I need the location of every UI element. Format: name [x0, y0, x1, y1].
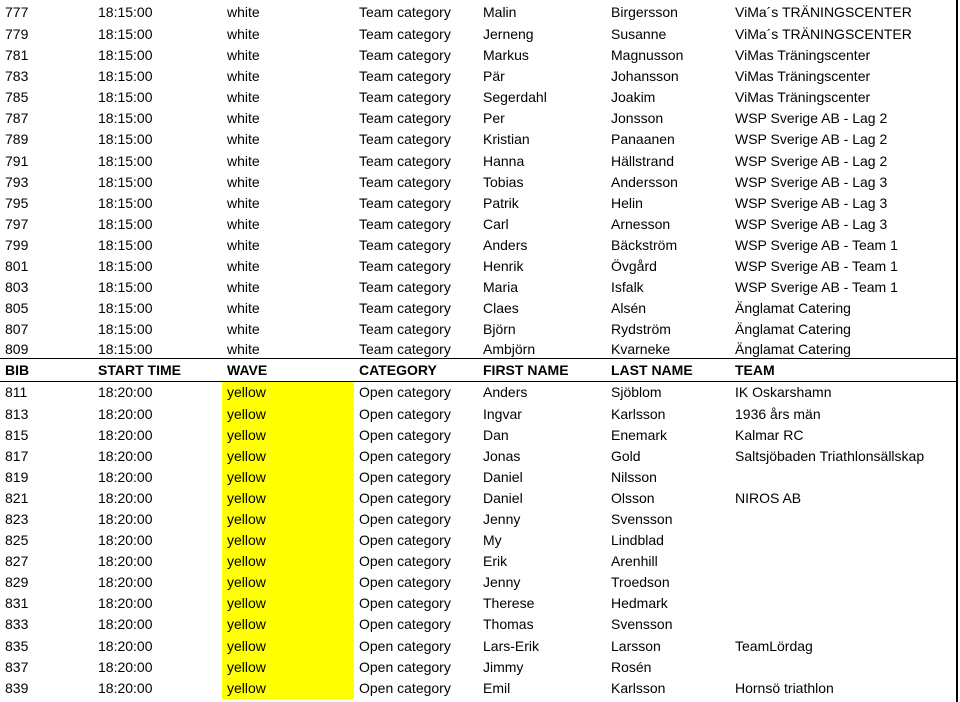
team-cell: [730, 467, 956, 488]
start-time-cell: 18:15:00: [98, 152, 153, 169]
last-name-cell: Hällstrand: [611, 152, 675, 169]
wave-cell: white: [227, 152, 260, 169]
start-time-cell: 18:20:00: [98, 637, 153, 654]
last-name-cell: Panaanen: [611, 131, 675, 148]
first-name-cell: Maria: [483, 279, 519, 296]
bib-cell: 783: [5, 68, 29, 85]
category-cell: Team category: [354, 340, 478, 359]
bib-cell: 829: [5, 574, 29, 591]
first-name-cell: My: [483, 532, 502, 549]
first-name-cell: Hanna: [483, 152, 525, 169]
team-cell: [730, 572, 956, 593]
category-cell: Open category: [359, 532, 451, 549]
table-row: [0, 172, 956, 193]
bib-cell: 797: [5, 215, 29, 232]
team-cell: WSP Sverige AB - Lag 2: [735, 110, 888, 127]
start-time-cell: 18:15:00: [98, 300, 153, 317]
table-row: [0, 256, 956, 277]
wave-cell: white: [227, 300, 260, 317]
team-cell: WSP Sverige AB - Lag 2: [735, 152, 888, 169]
bib-cell: 795: [5, 194, 29, 211]
wave-cell: white: [227, 131, 260, 148]
header-first-name: FIRST NAME: [478, 359, 606, 382]
header-start-time: START TIME: [93, 359, 222, 382]
bib-cell: 823: [5, 510, 29, 527]
table-row: [0, 678, 956, 699]
header-bib: BIB: [0, 359, 93, 382]
bib-cell: 787: [5, 110, 29, 127]
first-name-cell: Jenny: [483, 510, 521, 527]
category-cell: Open category: [359, 510, 451, 527]
start-time-cell: 18:20:00: [98, 447, 153, 464]
first-name-cell: Emil: [483, 679, 511, 696]
start-time-cell: 18:15:00: [98, 236, 153, 253]
team-cell: ViMas Träningscenter: [735, 47, 871, 64]
first-name-cell: Carl: [483, 215, 509, 232]
category-cell: Open category: [359, 489, 451, 506]
table-row: [0, 277, 956, 298]
first-name-cell: Anders: [483, 236, 528, 253]
last-name-cell: Enemark: [611, 426, 668, 443]
wave-cell: yellow: [222, 488, 354, 509]
category-cell: Open category: [359, 679, 451, 696]
last-name-cell: Svensson: [611, 616, 673, 633]
team-cell: 1936 års män: [735, 405, 821, 422]
last-name-cell: Arnesson: [611, 215, 671, 232]
table-row: [0, 509, 956, 530]
table-row: [0, 572, 956, 593]
table-row: [0, 214, 956, 235]
wave-cell: yellow: [222, 509, 354, 530]
team-cell: Saltsjöbaden Triathlonsällskap: [735, 447, 925, 464]
wave-cell: yellow: [222, 593, 354, 614]
team-cell: WSP Sverige AB - Lag 3: [735, 194, 888, 211]
table-row: [0, 404, 956, 425]
start-time-cell: 18:20:00: [98, 679, 153, 696]
bib-cell: 819: [5, 468, 29, 485]
team-cell: WSP Sverige AB - Team 1: [735, 279, 898, 296]
bib-cell: 789: [5, 131, 29, 148]
last-name-cell: Isfalk: [611, 279, 644, 296]
bib-cell: 833: [5, 616, 29, 633]
category-cell: Team category: [359, 152, 451, 169]
wave-cell: white: [227, 321, 260, 338]
wave-cell: white: [227, 215, 260, 232]
table-row: [0, 425, 956, 446]
category-cell: Team category: [359, 131, 451, 148]
wave-cell: yellow: [222, 657, 354, 678]
bib-cell: 825: [5, 532, 29, 549]
last-name-cell: Andersson: [611, 173, 678, 190]
wave-cell: yellow: [222, 678, 354, 699]
start-time-cell: 18:20:00: [98, 405, 153, 422]
start-time-cell: 18:20:00: [98, 510, 153, 527]
table-row: [0, 467, 956, 488]
start-time-cell: 18:20:00: [98, 553, 153, 570]
category-cell: Team category: [359, 258, 451, 275]
wave-cell: white: [227, 194, 260, 211]
first-name-cell: Jenny: [483, 574, 521, 591]
wave-cell: white: [227, 258, 260, 275]
team-cell: [730, 657, 956, 678]
team-cell: [730, 593, 956, 614]
first-name-cell: Daniel: [483, 468, 523, 485]
first-name-cell: Tobias: [483, 173, 524, 190]
yellow-wave-rows: [0, 382, 956, 699]
category-cell: Open category: [359, 616, 451, 633]
first-name-cell: Therese: [483, 595, 535, 612]
wave-cell: yellow: [222, 446, 354, 467]
start-time-cell: 18:20:00: [98, 468, 153, 485]
start-time-cell: 18:20:00: [98, 658, 153, 675]
table-row: [0, 319, 956, 340]
last-name-cell: Hedmark: [611, 595, 668, 612]
bib-cell: 817: [5, 447, 29, 464]
start-time-cell: 18:15:00: [98, 4, 153, 20]
category-cell: Open category: [359, 595, 451, 612]
last-name-cell: Larsson: [611, 637, 661, 654]
team-cell: ViMa´s TRÄNINGSCENTER: [735, 4, 912, 20]
team-cell: WSP Sverige AB - Team 1: [735, 236, 898, 253]
team-cell: WSP Sverige AB - Team 1: [735, 258, 898, 275]
table-row: [0, 87, 956, 108]
team-cell: ViMas Träningscenter: [735, 68, 871, 85]
table-row: [0, 193, 956, 214]
start-time-cell: 18:20:00: [98, 595, 153, 612]
bib-cell: 805: [5, 300, 29, 317]
team-cell: WSP Sverige AB - Lag 2: [735, 131, 888, 148]
table-row: [0, 298, 956, 319]
first-name-cell: Björn: [483, 321, 516, 338]
category-cell: Team category: [359, 4, 451, 20]
start-time-cell: 18:15:00: [98, 89, 153, 106]
first-name-cell: Jimmy: [483, 658, 524, 675]
first-name-cell: Erik: [483, 553, 508, 570]
last-name-cell: Svensson: [611, 510, 673, 527]
start-time-cell: 18:15:00: [98, 279, 153, 296]
start-time-cell: 18:20:00: [98, 426, 153, 443]
last-name-cell: Kvarneke: [606, 340, 730, 359]
category-cell: Team category: [359, 68, 451, 85]
start-time-cell: 18:15:00: [98, 68, 153, 85]
table-row: [0, 108, 956, 129]
wave-cell: white: [227, 4, 260, 20]
wave-cell: yellow: [222, 425, 354, 446]
start-time-cell: 18:15:00: [98, 26, 153, 42]
last-name-cell: Nilsson: [611, 468, 657, 485]
first-name-cell: Kristian: [483, 131, 530, 148]
start-time-cell: 18:15:00: [98, 321, 153, 338]
team-cell: IK Oskarshamn: [735, 384, 832, 401]
bib-cell: 821: [5, 489, 29, 506]
table-row: [0, 340, 956, 359]
category-cell: Team category: [359, 26, 451, 42]
team-cell: WSP Sverige AB - Lag 3: [735, 173, 888, 190]
last-name-cell: Joakim: [611, 89, 656, 106]
wave-cell: white: [227, 68, 260, 85]
wave-cell: yellow: [222, 467, 354, 488]
last-name-cell: Jonsson: [611, 110, 664, 127]
category-cell: Team category: [359, 47, 451, 64]
category-cell: Team category: [359, 300, 451, 317]
start-time-cell: 18:20:00: [98, 532, 153, 549]
category-cell: Open category: [359, 405, 451, 422]
last-name-cell: Rosén: [611, 658, 652, 675]
team-cell: [730, 530, 956, 551]
first-name-cell: Segerdahl: [483, 89, 547, 106]
last-name-cell: Alsén: [611, 300, 647, 317]
team-cell: [730, 551, 956, 572]
first-name-cell: Jonas: [483, 447, 521, 464]
header-last-name: LAST NAME: [606, 359, 730, 382]
category-cell: Team category: [359, 279, 451, 296]
table-row: [0, 235, 956, 256]
start-time-cell: 18:20:00: [98, 574, 153, 591]
wave-cell: yellow: [222, 530, 354, 551]
wave-cell: yellow: [222, 382, 354, 404]
team-cell: NIROS AB: [735, 489, 802, 506]
first-name-cell: Claes: [483, 300, 519, 317]
header-team: TEAM: [730, 359, 956, 382]
bib-cell: 793: [5, 173, 29, 190]
start-time-cell: 18:20:00: [98, 489, 153, 506]
wave-cell: white: [222, 340, 354, 359]
first-name-cell: Markus: [483, 47, 529, 64]
table-row: [0, 551, 956, 572]
bib-cell: 835: [5, 637, 29, 654]
first-name-cell: Malin: [483, 4, 517, 20]
first-name-cell: Pär: [483, 68, 505, 85]
start-time-cell: 18:15:00: [98, 258, 153, 275]
category-cell: Open category: [359, 553, 451, 570]
bib-cell: 837: [5, 658, 29, 675]
first-name-cell: Lars-Erik: [483, 637, 540, 654]
team-cell: Kalmar RC: [735, 426, 804, 443]
last-name-cell: Sjöblom: [611, 384, 662, 401]
bib-cell: 779: [5, 26, 29, 42]
header-category: CATEGORY: [354, 359, 478, 382]
start-time-cell: 18:15:00: [98, 194, 153, 211]
start-time-cell: 18:15:00: [98, 110, 153, 127]
category-cell: Open category: [359, 637, 451, 654]
bib-cell: 785: [5, 89, 29, 106]
last-name-cell: Arenhill: [611, 553, 658, 570]
wave-cell: yellow: [222, 572, 354, 593]
bib-cell: 811: [5, 384, 28, 401]
last-name-cell: Rydström: [611, 321, 671, 338]
first-name-cell: Ambjörn: [478, 340, 606, 359]
table-row: [0, 530, 956, 551]
team-cell: Änglamat Catering: [730, 340, 956, 359]
category-cell: Open category: [359, 447, 451, 464]
last-name-cell: Gold: [611, 447, 641, 464]
team-cell: WSP Sverige AB - Lag 3: [735, 215, 888, 232]
first-name-cell: Henrik: [483, 258, 524, 275]
first-name-cell: Per: [483, 110, 505, 127]
wave-cell: white: [227, 26, 260, 42]
first-name-cell: Patrik: [483, 194, 519, 211]
table-row: [0, 0, 956, 24]
wave-cell: white: [227, 110, 260, 127]
category-cell: Open category: [359, 468, 451, 485]
table-row: [0, 488, 956, 509]
wave-cell: white: [227, 173, 260, 190]
category-cell: Team category: [359, 236, 451, 253]
last-name-cell: Karlsson: [611, 679, 666, 696]
bib-cell: 801: [5, 258, 29, 275]
last-name-cell: Olsson: [611, 489, 655, 506]
category-cell: Open category: [359, 658, 451, 675]
team-cell: Änglamat Catering: [735, 300, 851, 317]
wave-cell: yellow: [222, 404, 354, 425]
bib-cell: 831: [5, 595, 29, 612]
category-cell: Team category: [359, 194, 451, 211]
header-wave: WAVE: [222, 359, 354, 382]
wave-cell: yellow: [222, 551, 354, 572]
table-row: [0, 636, 956, 657]
bib-cell: 803: [5, 279, 29, 296]
first-name-cell: Daniel: [483, 489, 523, 506]
wave-cell: white: [227, 236, 260, 253]
bib-cell: 791: [5, 152, 29, 169]
table-row: [0, 24, 956, 45]
wave-cell: white: [227, 279, 260, 296]
category-cell: Team category: [359, 110, 451, 127]
bib-cell: 813: [5, 405, 29, 422]
bib-cell: 815: [5, 426, 29, 443]
table-row: [0, 593, 956, 614]
last-name-cell: Helin: [611, 194, 643, 211]
bib-cell: 799: [5, 236, 29, 253]
bib-cell: 777: [5, 4, 29, 20]
column-header: [0, 359, 956, 382]
last-name-cell: Johansson: [611, 68, 679, 85]
team-cell: ViMas Träningscenter: [735, 89, 871, 106]
last-name-cell: Lindblad: [611, 532, 664, 549]
wave-cell: white: [227, 89, 260, 106]
bib-cell: 827: [5, 553, 29, 570]
first-name-cell: Ingvar: [483, 405, 522, 422]
first-name-cell: Anders: [483, 384, 528, 401]
first-name-cell: Jerneng: [483, 26, 534, 42]
start-time-cell: 18:20:00: [98, 616, 153, 633]
last-name-cell: Birgersson: [611, 4, 678, 20]
table-row: [0, 657, 956, 678]
team-cell: Änglamat Catering: [735, 321, 851, 338]
team-cell: ViMa´s TRÄNINGSCENTER: [735, 26, 912, 42]
category-cell: Open category: [359, 574, 451, 591]
bib-cell: 839: [5, 679, 29, 696]
team-cell: [730, 509, 956, 530]
wave-cell: white: [227, 47, 260, 64]
team-cell: TeamLördag: [735, 637, 813, 654]
header-row: [0, 359, 956, 382]
bib-cell: 807: [5, 321, 29, 338]
start-time-cell: 18:15:00: [98, 131, 153, 148]
last-name-cell: Susanne: [611, 26, 667, 42]
category-cell: Open category: [359, 426, 451, 443]
team-cell: [730, 614, 956, 635]
category-cell: Team category: [359, 321, 451, 338]
table-row: [0, 614, 956, 635]
last-name-cell: Karlsson: [611, 405, 666, 422]
last-name-cell: Bäckström: [611, 236, 678, 253]
last-name-cell: Övgård: [611, 258, 657, 275]
first-name-cell: Thomas: [483, 616, 534, 633]
start-time-cell: 18:15:00: [98, 215, 153, 232]
table-row: [0, 66, 956, 87]
table-row: [0, 45, 956, 66]
bib-cell: 809: [0, 340, 93, 359]
table-row: [0, 151, 956, 172]
category-cell: Team category: [359, 173, 451, 190]
first-name-cell: Dan: [483, 426, 509, 443]
category-cell: Team category: [359, 89, 451, 106]
category-cell: Team category: [359, 215, 451, 232]
category-cell: Open category: [359, 384, 451, 401]
wave-cell: yellow: [222, 614, 354, 635]
team-cell: Hornsö triathlon: [735, 679, 834, 696]
last-name-cell: Magnusson: [611, 47, 684, 64]
wave-cell: yellow: [222, 636, 354, 657]
start-time-cell: 18:15:00: [98, 173, 153, 190]
bib-cell: 781: [5, 47, 29, 64]
start-time-cell: 18:20:00: [98, 384, 153, 401]
table-row: [0, 382, 956, 404]
table-row: [0, 446, 956, 467]
table-row: [0, 129, 956, 150]
start-time-cell: 18:15:00: [93, 340, 222, 359]
last-name-cell: Troedson: [611, 574, 670, 591]
start-time-cell: 18:15:00: [98, 47, 153, 64]
